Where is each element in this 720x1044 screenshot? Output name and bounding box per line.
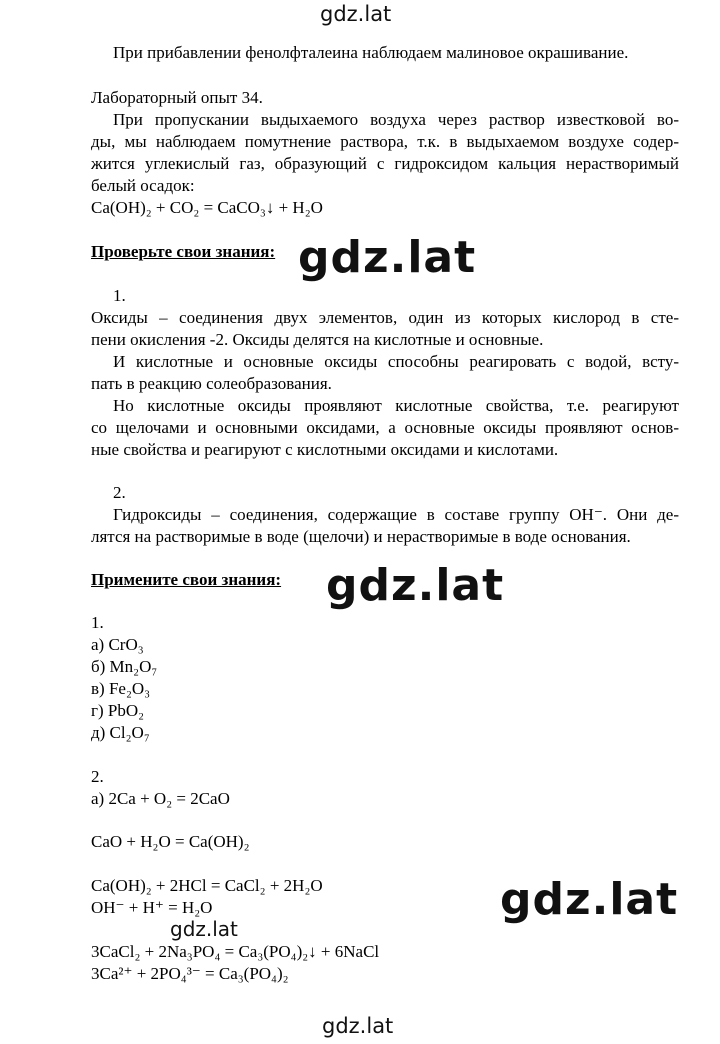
apply-heading: Примените свои знания: bbox=[91, 570, 282, 589]
oxide-item: г) PbO₂ bbox=[91, 701, 145, 720]
check-q2-line-2: лятся на растворимые в воде (щелочи) и нерастворимые в воде основания. bbox=[91, 527, 631, 546]
check-q1-line-6: со щелочами и основными оксидами, а основные оксиды проявляют основ- bbox=[91, 418, 679, 437]
lab-line-3: жится углекислый газ, образующий с гидроксидом кальция нерастворимый bbox=[91, 154, 679, 173]
oxide-item: а) CrO₃ bbox=[91, 635, 144, 654]
watermark-large-2: gdz.lat bbox=[326, 560, 505, 611]
check-q1-paragraph bbox=[91, 307, 679, 461]
oxide-item: б) Mn₂O₇ bbox=[91, 657, 158, 676]
ionic-reaction-line: 3Ca²⁺ + 2PO₄³⁻ = Ca₃(PO₄)₂ bbox=[91, 964, 289, 983]
check-q1-number: 1. bbox=[113, 286, 126, 305]
reaction-line: 3CaCl₂ + 2Na₃PO₄ = Ca₃(PO₄)₂↓ + 6NaCl bbox=[91, 942, 380, 961]
watermark-large-1: gdz.lat bbox=[298, 232, 477, 283]
check-q1-line-7: ные свойства и реагируют с кислотными оксидами и кислотами. bbox=[91, 440, 559, 459]
intro-line: При прибавлении фенолфталеина наблюдаем малиновое окрашивание. bbox=[113, 43, 629, 62]
watermark-bottom: gdz.lat bbox=[322, 1014, 394, 1038]
check-q2-paragraph bbox=[91, 504, 679, 548]
reaction-line: Ca(OH)₂ + 2HCl = CaCl₂ + 2H₂O bbox=[91, 876, 323, 895]
apply-q1-number: 1. bbox=[91, 613, 104, 632]
check-heading: Проверьте свои знания: bbox=[91, 242, 276, 261]
watermark-top: gdz.lat bbox=[320, 2, 392, 26]
oxide-item: д) Cl₂O₇ bbox=[91, 723, 150, 742]
reaction-line: CaO + H₂O = Ca(OH)₂ bbox=[91, 832, 250, 851]
lab-equation: Ca(OH)₂ + CO₂ = CaCO₃↓ + H₂O bbox=[91, 198, 323, 217]
check-q1-line-4: пать в реакцию солеобразования. bbox=[91, 374, 332, 393]
check-q2-number: 2. bbox=[113, 483, 126, 502]
check-q1-line-2: пени окисления -2. Оксиды делятся на кислотные и основные. bbox=[91, 330, 544, 349]
lab-line-1: При пропускании выдыхаемого воздуха через раствор известковой во- bbox=[113, 110, 679, 129]
oxide-item: в) Fe₂O₃ bbox=[91, 679, 151, 698]
lab-paragraph bbox=[91, 109, 679, 197]
apply-q2-number: 2. bbox=[91, 767, 104, 786]
check-q1-line-5: Но кислотные оксиды проявляют кислотные свойства, т.е. реагируют bbox=[113, 396, 679, 415]
lab-title: Лабораторный опыт 34. bbox=[91, 88, 263, 107]
watermark-small: gdz.lat bbox=[170, 917, 238, 941]
check-q1-line-1: Оксиды – соединения двух элементов, один из которых кислород в сте- bbox=[91, 308, 679, 327]
lab-line-4: белый осадок: bbox=[91, 176, 195, 195]
check-q2-line-1: Гидроксиды – соединения, содержащие в составе группу OH⁻. Они де- bbox=[113, 505, 679, 524]
reaction-line: а) 2Ca + O₂ = 2CaO bbox=[91, 789, 230, 808]
lab-line-2: ды, мы наблюдаем помутнение раствора, т.к. в выдыхаемом воздухе содер- bbox=[91, 132, 679, 151]
ionic-reaction-line: OH⁻ + H⁺ = H₂O bbox=[91, 898, 213, 917]
check-q1-line-3: И кислотные и основные оксиды способны реагировать с водой, всту- bbox=[113, 352, 679, 371]
watermark-large-3: gdz.lat bbox=[500, 874, 679, 925]
